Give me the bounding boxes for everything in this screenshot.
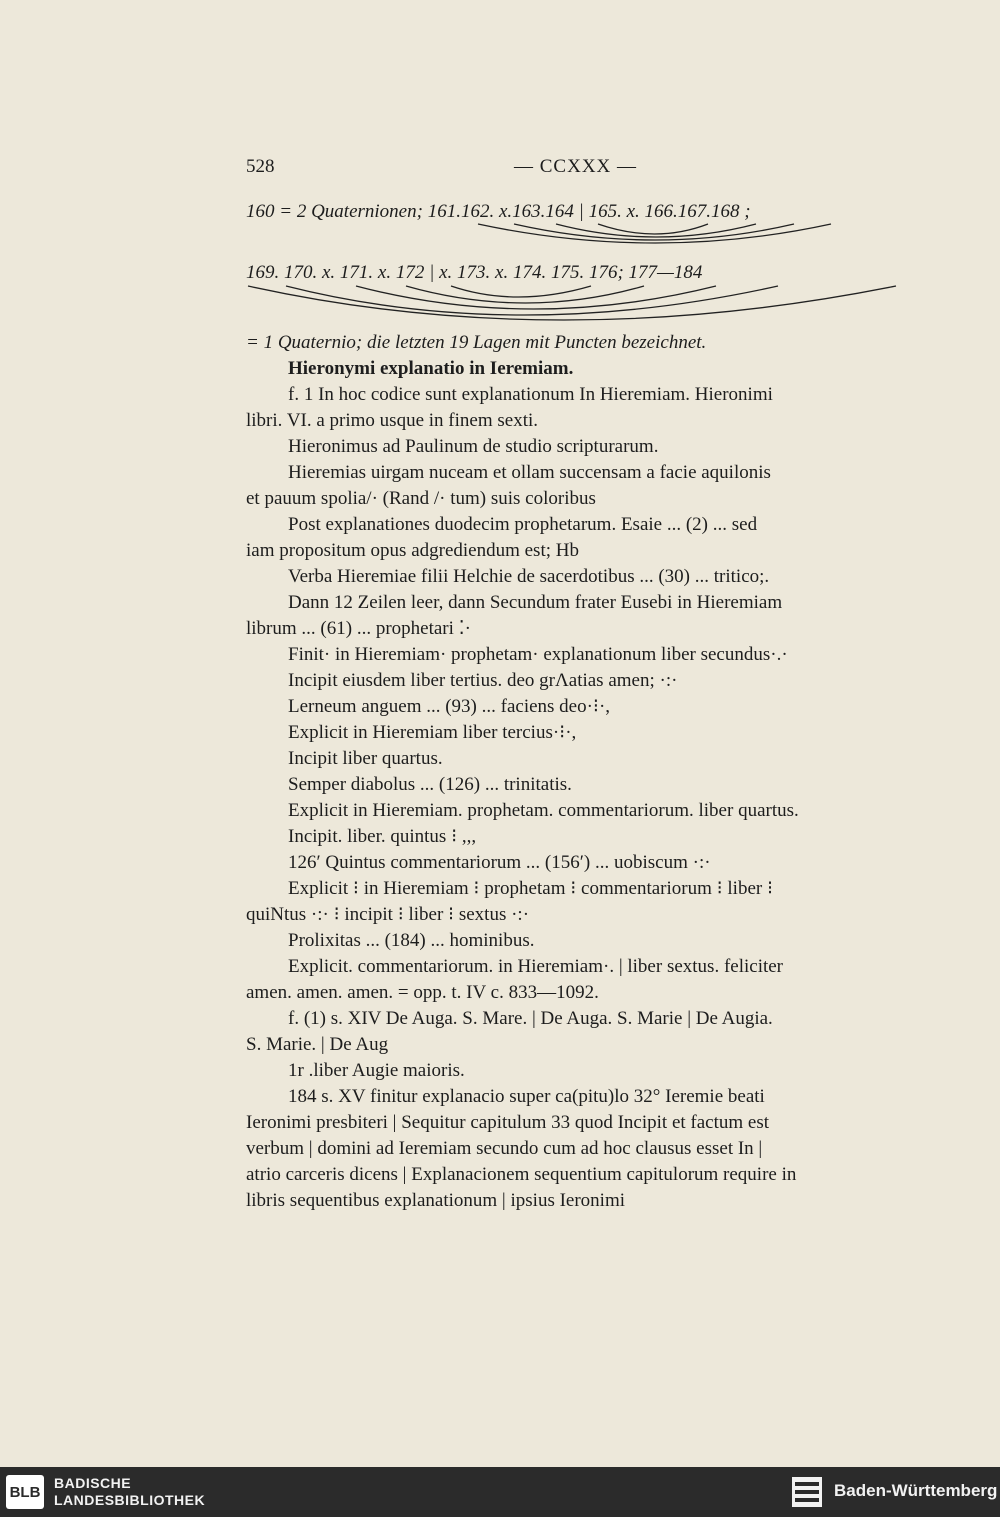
collation-arcs-2 (246, 284, 900, 328)
text-line: 184 s. XV finitur explanacio super ca(pitu)lo 32° Ieremie beati (288, 1086, 765, 1107)
text-line: S. Marie. | De Aug (246, 1034, 389, 1055)
text-line: Semper diabolus ... (126) ... trinitatis. (288, 774, 572, 795)
text-line: Incipit liber quartus. (288, 748, 443, 769)
text-line: Ieronimi presbiteri | Sequitur capitulum 33 quod Incipit et factum est (246, 1112, 770, 1133)
text-line: iam propositum opus adgrediendum est; Hb (246, 540, 579, 561)
blb-logo[interactable]: BLB (6, 1475, 44, 1509)
text-line: amen. amen. amen. = opp. t. IV c. 833—1092. (246, 982, 599, 1003)
text-line: libris sequentibus explanationum | ipsius Ieronimi (246, 1190, 626, 1211)
three-lions-coat-of-arms-icon (790, 1476, 824, 1508)
state-name[interactable]: Baden-Württemberg (834, 1481, 998, 1500)
text-line: Hieronimus ad Paulinum de studio scripturarum. (288, 436, 659, 457)
text-line: quiNtus ·:· ⁝ incipit ⁝ liber ⁝ sextus ·:· (246, 904, 530, 925)
text-line: et pauum spolia/· (Rand /· tum) suis coloribus (246, 488, 596, 509)
text-line: Incipit. liber. quintus ⁝ ,,, (288, 826, 477, 847)
text-line: f. 1 In hoc codice sunt explanationum In Hieremiam. Hieronimi (288, 384, 773, 405)
text-line: librum ... (61) ... prophetari ⁚· (246, 618, 472, 639)
text-line: Dann 12 Zeilen leer, dann Secundum frater Eusebi in Hieremiam (288, 592, 783, 613)
library-name-line-2: LANDESBIBLIOTHEK (54, 1492, 206, 1508)
collation-arcs-1 (246, 222, 900, 252)
collation-formula-line-1: 160 = 2 Quaternionen; 161.162. x.163.164 | 165. x. 166.167.168 ; (246, 201, 751, 222)
library-name-line-1: BADISCHE (54, 1475, 132, 1491)
document-body (246, 330, 900, 1214)
text-line: Lerneum anguem ... (93) ... faciens deo·⁝·, (288, 696, 611, 717)
library-name[interactable] (54, 1475, 205, 1509)
section-heading: Hieronymi explanatio in Ieremiam. (288, 358, 574, 379)
text-line: Explicit in Hieremiam. prophetam. commentariorum. liber quartus. (288, 800, 799, 821)
text-line: libri. VI. a primo usque in finem sexti. (246, 410, 538, 431)
text-line: Hieremias uirgam nuceam et ollam succensam a facie aquilonis (288, 462, 771, 483)
text-line: Post explanationes duodecim prophetarum. Esaie ... (2) ... sed (288, 514, 758, 535)
text-line: Explicit ⁝ in Hieremiam ⁝ prophetam ⁝ commentariorum ⁝ liber ⁝ (288, 878, 774, 899)
page-title: — CCXXX — (514, 156, 638, 177)
text-line: verbum | domini ad Ieremiam secundo cum ad hoc clausus esset In | (246, 1138, 763, 1159)
text-line: 126′ Quintus commentariorum ... (156′) ... uobiscum ·:· (288, 852, 711, 873)
text-line: Finit· in Hieremiam· prophetam· explanationum liber secundus·.· (288, 644, 788, 665)
text-line: atrio carceris dicens | Explanacionem sequentium capitulorum require in (246, 1164, 797, 1185)
collation-formula-line-2: 169. 170. x. 171. x. 172 | x. 173. x. 174. 175. 176; 177—184 (246, 262, 703, 283)
text-line: Explicit. commentariorum. in Hieremiam·. | liber sextus. feliciter (288, 956, 784, 977)
text-line: f. (1) s. XIV De Auga. S. Mare. | De Auga. S. Marie | De Augia. (288, 1008, 773, 1029)
text-line: Verba Hieremiae filii Helchie de sacerdotibus ... (30) ... tritico;. (288, 566, 770, 587)
page-number: 528 (246, 156, 275, 177)
text-line: Explicit in Hieremiam liber tercius·⁝·, (288, 722, 577, 743)
text-line: Prolixitas ... (184) ... hominibus. (288, 930, 535, 951)
text-line: Incipit eiusdem liber tertius. deo grΛatias amen; ·:· (288, 670, 678, 691)
text-line: 1r .liber Augie maioris. (288, 1060, 465, 1081)
footer-bar (0, 1467, 1000, 1517)
collation-note: = 1 Quaternio; die letzten 19 Lagen mit Puncten bezeichnet. (246, 332, 707, 353)
